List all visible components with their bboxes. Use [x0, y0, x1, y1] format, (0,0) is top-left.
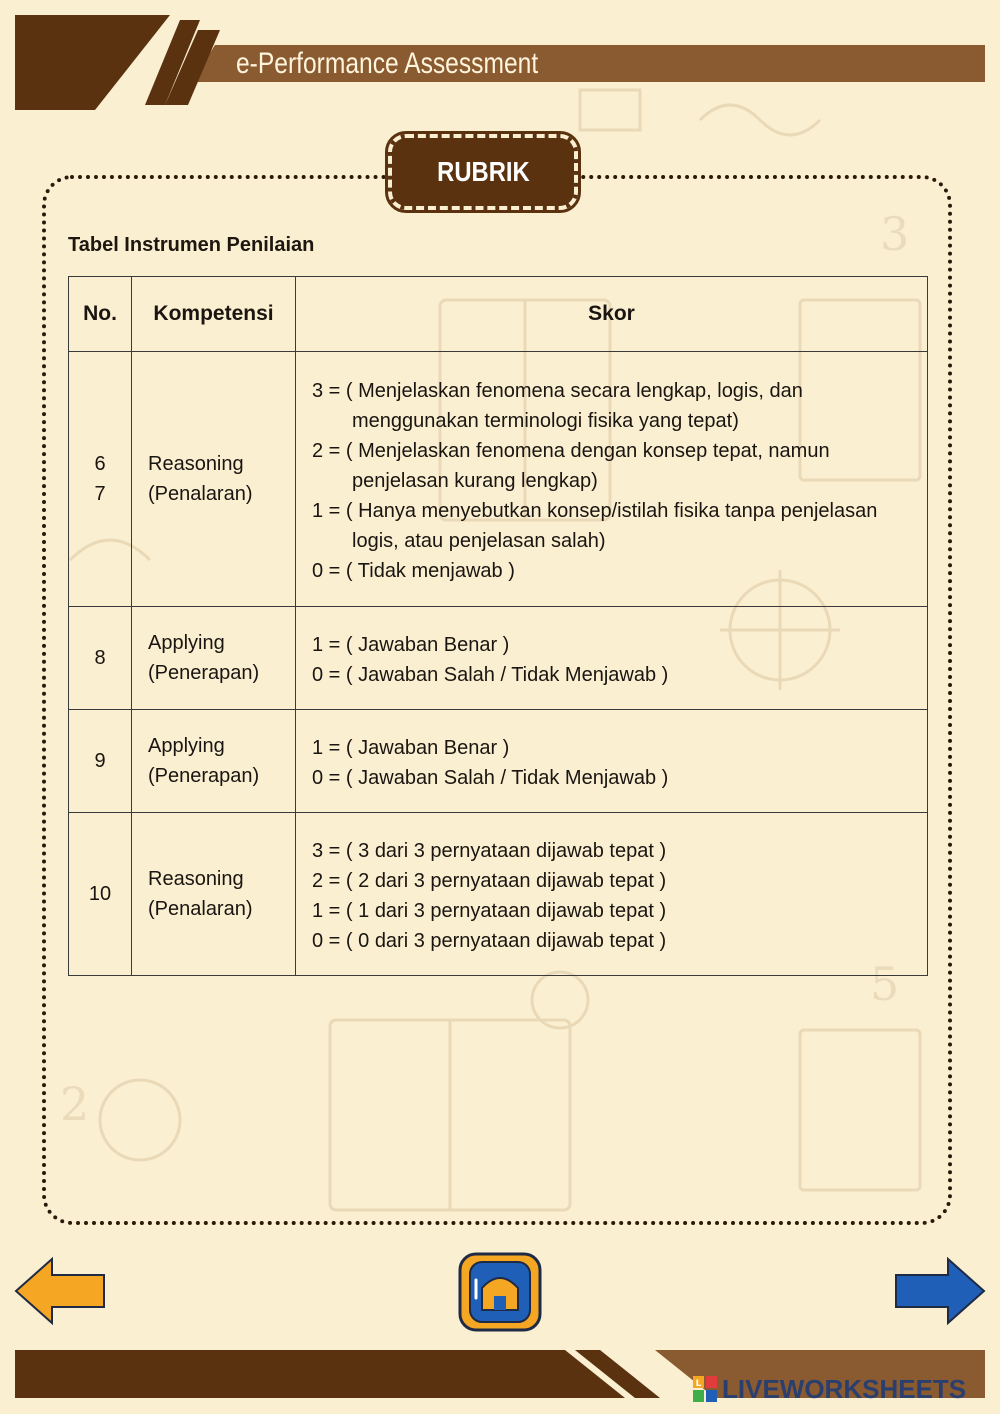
liveworksheets-logo [692, 1374, 966, 1404]
home-button[interactable] [456, 1250, 544, 1334]
row-kompetensi [132, 607, 296, 710]
rubrik-label: RUBRIK [436, 156, 530, 187]
kompetensi-name: Applying [148, 735, 225, 757]
rubrik-badge [388, 134, 578, 210]
header-no: No. [69, 277, 132, 352]
table-row [69, 710, 928, 813]
row-no-line: 6 [94, 453, 106, 475]
kompetensi-name: Applying [148, 632, 225, 654]
score-line: 3 = ( Menjelaskan fenomena secara lengkap, logis, dan menggunakan terminologi fisika yang tepat) [312, 380, 803, 432]
row-skor [296, 710, 928, 813]
row-no-line: 7 [94, 483, 106, 505]
row-skor [296, 813, 928, 976]
row-no-line: 8 [94, 647, 106, 669]
row-kompetensi [132, 813, 296, 976]
home-icon [460, 1254, 540, 1330]
logo-letter: L [695, 1379, 702, 1389]
table-header-row [69, 277, 928, 352]
row-no [69, 710, 132, 813]
score-line: 2 = ( Menjelaskan fenomena dengan konsep tepat, namun penjelasan kurang lengkap) [312, 440, 830, 492]
row-no [69, 607, 132, 710]
row-no [69, 813, 132, 976]
score-line: 1 = ( Hanya menyebutkan konsep/istilah fisika tanpa penjelasan logis, atau penjelasan salah) [312, 500, 878, 552]
row-skor [296, 352, 928, 607]
kompetensi-translation: (Penerapan) [148, 662, 260, 684]
score-line: 3 = ( 3 dari 3 pernyataan dijawab tepat ) [312, 840, 667, 862]
score-line: 1 = ( Jawaban Benar ) [312, 737, 510, 759]
row-skor [296, 607, 928, 710]
header-skor: Skor [296, 277, 928, 352]
score-line: 2 = ( 2 dari 3 pernyataan dijawab tepat ) [312, 870, 667, 892]
kompetensi-translation: (Penerapan) [148, 765, 260, 787]
kompetensi-translation: (Penalaran) [148, 483, 253, 505]
back-button[interactable] [12, 1255, 108, 1327]
assessment-table [68, 276, 928, 976]
next-button[interactable] [892, 1255, 988, 1327]
arrow-left-icon [16, 1259, 104, 1323]
table-row [69, 607, 928, 710]
score-line: 1 = ( 1 dari 3 pernyataan dijawab tepat ) [312, 900, 667, 922]
liveworksheets-brand: LIVEWORKSHEETS [722, 1373, 967, 1404]
row-no-line: 10 [88, 883, 112, 905]
svg-text:5: 5 [870, 957, 900, 1011]
table-row [69, 352, 928, 607]
header-kompetensi: Kompetensi [132, 277, 296, 352]
score-line: 1 = ( Jawaban Benar ) [312, 634, 510, 656]
arrow-right-icon [896, 1259, 984, 1323]
row-kompetensi [132, 352, 296, 607]
score-line: 0 = ( Jawaban Salah / Tidak Menjawab ) [312, 767, 669, 789]
table-row [69, 813, 928, 976]
kompetensi-name: Reasoning [148, 453, 244, 475]
liveworksheets-logo-icon [692, 1375, 718, 1403]
table-title: Tabel Instrumen Penilaian [68, 234, 315, 256]
kompetensi-name: Reasoning [148, 868, 244, 890]
score-line: 0 = ( Tidak menjawab ) [312, 560, 515, 582]
svg-text:3: 3 [880, 207, 910, 261]
header-title: e-Performance Assessment [236, 47, 539, 80]
row-no [69, 352, 132, 607]
row-kompetensi [132, 710, 296, 813]
row-no-line: 9 [94, 750, 106, 772]
svg-text:2: 2 [60, 1077, 90, 1131]
score-line: 0 = ( Jawaban Salah / Tidak Menjawab ) [312, 664, 669, 686]
kompetensi-translation: (Penalaran) [148, 898, 253, 920]
score-line: 0 = ( 0 dari 3 pernyataan dijawab tepat ) [312, 930, 667, 952]
